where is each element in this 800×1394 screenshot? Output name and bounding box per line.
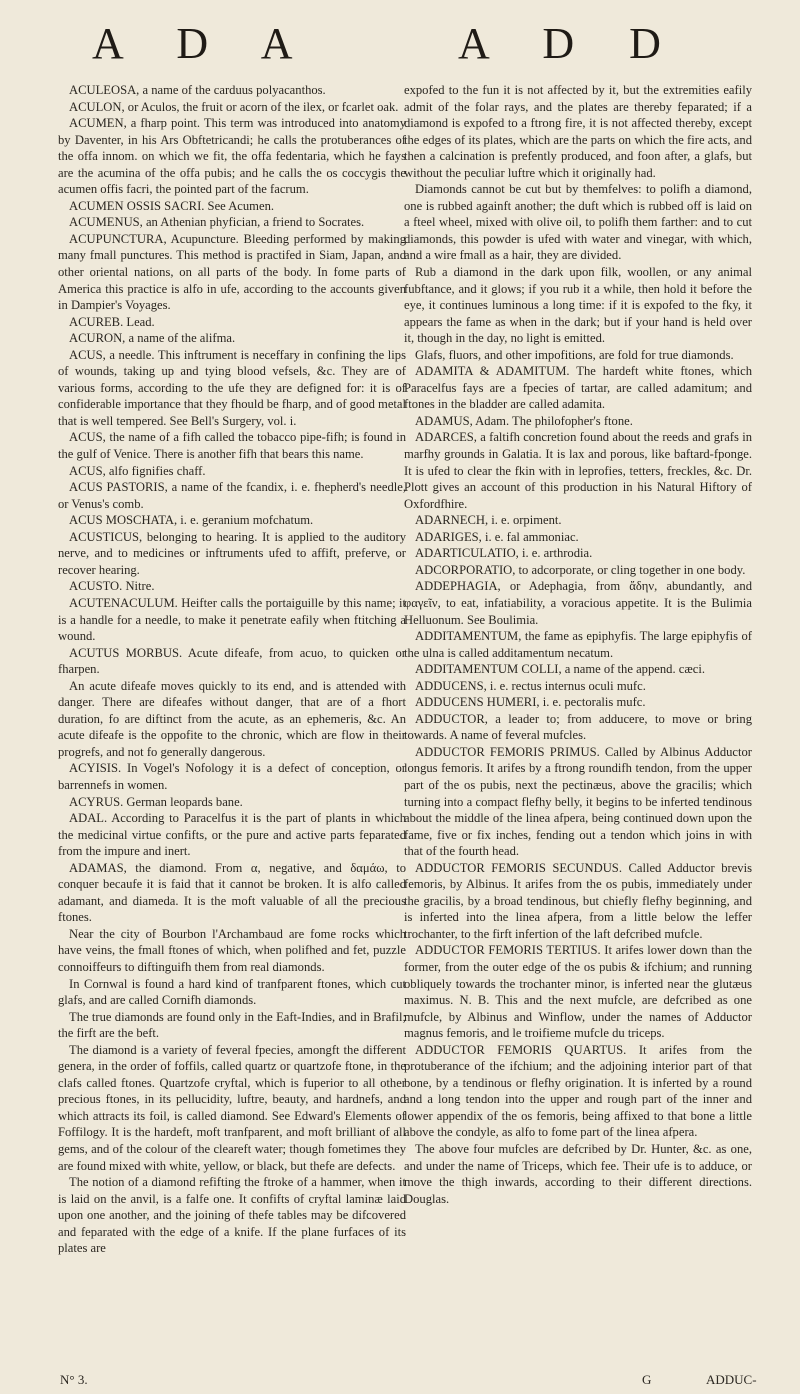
right-column bbox=[404, 82, 752, 1207]
dictionary-entry: ACUPUNCTURA, Acupuncture. Bleeding performed by making many fmall punctures. This method is practifed in Siam, Japan, and other oriental nations, on all parts of the body. In fome parts of America this practice is alfo in ufe, according to the accounts given in Dampier's Voyages. bbox=[58, 231, 406, 313]
dictionary-entry: The true diamonds are found only in the Eaft-Indies, and in Brafil; the firft are the beft. bbox=[58, 1009, 406, 1041]
dictionary-entry: The diamond is a variety of feveral fpecies, amongft the different genera, in the order of foffils, called quartz or quartzofe ftone, in the clafs called ftones. Quartzofe cryftal, which is fuperior to all other precious ftones, in its pellucidity, luftre, beauty, and hardnefs, and which attracts its foil, is called diamond. See Edward's Elements of Foffilogy. It is the hardeft, moft tranfparent, and moft brilliant of all gems, and of the colour of the cleareft water; though fometimes they are found mixed with white, yellow, or black, but thefe are defects. bbox=[58, 1042, 406, 1173]
dictionary-entry: Glafs, fluors, and other impofitions, are fold for true diamonds. bbox=[415, 347, 734, 362]
dictionary-entry: ACUSTICUS, belonging to hearing. It is applied to the auditory nerve, and to medicines or inftruments ufed to affift, preferve, or recover hearing. bbox=[58, 529, 406, 577]
dictionary-entry: In Cornwal is found a hard kind of tranfparent ftones, which cut glafs, and are called Cornifh diamonds. bbox=[58, 976, 406, 1008]
dictionary-entry: ACURON, a name of the alifma. bbox=[69, 331, 236, 346]
dictionary-entry: ACUSTO. Nitre. bbox=[69, 579, 155, 594]
dictionary-entry: ADARIGES, i. e. fal ammoniac. bbox=[415, 529, 579, 544]
dictionary-entry: The above four mufcles are defcribed by Dr. Hunter, &c. as one, and under the name of Triceps, which fee. Their ufe is to adduce, or move the thigh inwards, according to their different directions. Douglas. bbox=[404, 1142, 752, 1206]
dictionary-entry: expofed to the fun it is not affected by it, but the extremities eafily admit of the folar rays, and the plates are thereby feparated; if a diamond is expofed to a ftrong fire, it is not affected thereby, except the edges of its plates, which are the parts on which the fire acts, and then a calcination is prefently produced, and foon after, a glafs, but without the peculiar luftre which it originally had. bbox=[404, 83, 752, 180]
dictionary-entry: An acute difeafe moves quickly to its end, and is attended with danger. There are difeafes without danger, that are of a fhort duration, fo are diftinct from the acute, as an ephemeris, &c. An acute difeafe is the oppofite to the chronic, which are flow in their progrefs, and not fo generally dangerous. bbox=[58, 678, 406, 759]
dictionary-entry: ADAMITA & ADAMITUM. The hardeft white ftones, which Paracelfus fays are a fpecies of tartar, are called adamitum; and ftones in the bladder are called adamita. bbox=[404, 364, 752, 412]
dictionary-entry: Rub a diamond in the dark upon filk, woollen, or any animal fubftance, and it glows; if you rub it a while, then hold it before the eye, it continues luminous a long time: if it is expofed to the fky, it appears the fame as when in the dark; but if your hand is held over it, though in the day, no light is emitted. bbox=[404, 265, 752, 346]
dictionary-entry: ADAMUS, Adam. The philofopher's ftone. bbox=[415, 413, 633, 428]
dictionary-entry: ACUMENUS, an Athenian phyfician, a friend to Socrates. bbox=[69, 215, 365, 230]
dictionary-entry: ADAMAS, the diamond. From α, negative, and δαμάω, to conquer becaufe it is faid that it cannot be broken. It is alfo called adamant, and diameda. It is the moft valuable of all the precious ftones. bbox=[58, 860, 406, 925]
dictionary-entry: ADDUCTOR FEMORIS SECUNDUS. Called Adductor brevis femoris, by Albinus. It arifes from the os pubis, immediately under the gracilis, by a broad tendinous, but chiefly flefhy beginning, and is inferted into the linea afpera, from a little below the leffer trochanter, to the firft infertion of the laft defcribed mufcle. bbox=[404, 860, 752, 941]
dictionary-entry: ACULON, or Aculos, the fruit or acorn of the ilex, or fcarlet oak. bbox=[69, 99, 399, 114]
dictionary-entry: ACUMEN OSSIS SACRI. See Acumen. bbox=[69, 198, 275, 213]
dictionary-entry: ACUS, a needle. This inftrument is neceffary in confining the lips of wounds, taking up and tying blood vefsels, &c. They are of various forms, according to the ufe they are defigned for: it is of confiderable importance that they fhould be fharp, and of good metal that is well tempered. See Bell's Surgery, vol. i. bbox=[58, 347, 406, 428]
dictionary-entry: ADAL. According to Paracelfus it is the part of plants in which the medicinal virtue confifts, or the pure and active parts feparated from the impure and inert. bbox=[58, 811, 406, 859]
dictionary-entry: ACUMEN, a fharp point. This term was introduced into anatomy by Daventer, in his Ars Obftetricandi; he calls the protuberances of the offa innom. on which we fit, the offa fedentaria, which he fays are the acumina of the offa pubis; and he calls the os coccygis the acumen offis facri, the pointed part of the facrum. bbox=[58, 116, 406, 197]
dictionary-entry: ADDUCTOR FEMORIS QUARTUS. It arifes from the protuberance of the ifchium; and the adjoining interior part of that bone, by a tendinous or flefhy origination. It is inferted by a round and a long tendon into the upper and rough part of the inner and lower appendix of the os femoris, being affixed to that bone a little above the condyle, as alfo to fome part of the linea afpera. bbox=[404, 1042, 752, 1140]
signature-mark: N° 3. bbox=[60, 1372, 88, 1387]
dictionary-entry: ADARNECH, i. e. orpiment. bbox=[415, 513, 562, 528]
dictionary-entry: ADARTICULATIO, i. e. arthrodia. bbox=[415, 546, 593, 561]
dictionary-entry: The notion of a diamond refifting the ftroke of a hammer, when it is laid on the anvil, is a falfe one. It confifts of cryftal laminæ laid upon one another, and the joining of thefe tables may be difcovered and feparated with the edge of a knife. If the plane furfaces of its plates are bbox=[58, 1175, 406, 1256]
dictionary-entry: ACUS MOSCHATA, i. e. geranium mofchatum. bbox=[69, 513, 314, 528]
dictionary-entry: ADDITAMENTUM COLLI, a name of the append. cæci. bbox=[415, 662, 705, 677]
dictionary-entry: ACUS, the name of a fifh called the tobacco pipe-fifh; is found in the gulf of Venice. There is another fifh that bears this name. bbox=[58, 430, 406, 462]
dictionary-entry: Diamonds cannot be cut but by themfelves: to polifh a diamond, one is rubbed againft another; the duft which is rubbed off is laid on a fteel wheel, mixed with olive oil, to polifh them farther: and to cut diamonds, this powder is ufed with water and vinegar, with which, and a wire fmall as a hair, they are divided. bbox=[404, 182, 752, 263]
dictionary-entry: ACYISIS. In Vogel's Nofology it is a defect of conception, or barrennefs in women. bbox=[58, 761, 406, 792]
dictionary-entry: ACUTENACULUM. Heifter calls the portaiguille by this name; it is a handle for a needle, to make it penetrate eafily when ftitching a wound. bbox=[58, 595, 406, 644]
dictionary-entry: ADDUCENS HUMERI, i. e. pectoralis mufc. bbox=[415, 695, 646, 710]
dictionary-entry: ACUREB. Lead. bbox=[69, 314, 155, 329]
dictionary-entry: Near the city of Bourbon l'Archambaud are fome rocks which have veins, the fmall ftones of which, when polifhed and fet, puzzle connoiffeurs to diftinguifh them from real diamonds. bbox=[58, 926, 406, 974]
dictionary-entry: ADDITAMENTUM, the fame as epiphyfis. The large epiphyfis of the ulna is called additamentum necatum. bbox=[404, 629, 752, 660]
page-header bbox=[0, 18, 800, 88]
dictionary-entry: ADDUCENS, i. e. rectus internus oculi mufc. bbox=[415, 678, 646, 693]
dictionary-entry: ACUS, alfo fignifies chaff. bbox=[69, 463, 206, 478]
left-column bbox=[58, 82, 406, 1257]
dictionary-entry: ADARCES, a faltifh concretion found about the reeds and grafs in marfhy grounds in Galatia. It is lax and porous, like baftard-fponge. It is ufed to clear the fkin with in leprofies, tetters, freckles, &c. Dr. Plott gives an account of this production in his Natural Hiftory of Oxfordfhire. bbox=[404, 430, 752, 511]
dictionary-entry: ADDUCTOR FEMORIS PRIMUS. Called by Albinus Adductor longus femoris. It arifes by a ftrong roundifh tendon, from the upper part of the os pubis, next the pectinæus, above the gracilis; which turning into a compact flefhy belly, it begins to be inferted tendinous about the middle of the linea afpera, being continued down upon the fame, five or fix inches, fending out a tendon which joins in with that of the fourth head. bbox=[404, 744, 752, 859]
dictionary-entry: ACYRUS. German leopards bane. bbox=[69, 794, 243, 809]
running-head-right: A D D bbox=[458, 19, 683, 68]
dictionary-entry: ACUTUS MORBUS. Acute difeafe, from acuo, to quicken or fharpen. bbox=[58, 645, 406, 677]
gathering-mark: G bbox=[642, 1372, 652, 1387]
dictionary-entry: ADDEPHAGIA, or Adephagia, from ἄδην, abundantly, and φαγεῖν, to eat, infatiability, a voracious appetite. It is the Bulimia Helluonum. See Boulimia. bbox=[404, 579, 752, 627]
dictionary-entry: ACULEOSA, a name of the carduus polyacanthos. bbox=[69, 83, 326, 97]
dictionary-entry: ACUS PASTORIS, a name of the fcandix, i. e. fhepherd's needle, or Venus's comb. bbox=[58, 480, 406, 511]
catchword: ADDUC- bbox=[706, 1372, 757, 1387]
dictionary-entry: ADCORPORATIO, to adcorporate, or cling together in one body. bbox=[415, 562, 746, 577]
dictionary-entry: ADDUCTOR FEMORIS TERTIUS. It arifes lower down than the former, from the outer edge of the os pubis & ifchium; and running obliquely towards the trochanter minor, is inferted near the glutæus maximus. N. B. This and the next mufcle, are defcribed as one mufcle, by Albinus and Winflow, under the names of Adductor magnus femoris, and le troifieme mufcle du triceps. bbox=[404, 943, 752, 1041]
dictionary-entry: ADDUCTOR, a leader to; from adducere, to move or bring towards. A name of feveral mufcles. bbox=[404, 711, 752, 743]
running-head-left: A D A bbox=[92, 19, 315, 68]
